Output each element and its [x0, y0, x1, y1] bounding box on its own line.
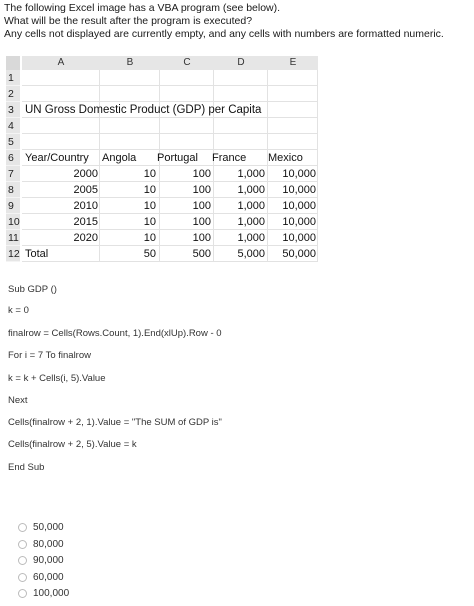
header-cell-mexico: Mexico [268, 152, 303, 164]
radio-button[interactable] [18, 573, 27, 582]
data-cell: 100 [192, 184, 211, 196]
data-cell: 10 [143, 184, 156, 196]
header-cell-angola: Angola [102, 152, 137, 164]
code-line: For i = 7 To finalrow [8, 350, 91, 361]
option-label: 80,000 [33, 539, 64, 550]
data-cell: 1,000 [237, 168, 265, 180]
option-label: 90,000 [33, 555, 64, 566]
data-cell: 10,000 [282, 232, 316, 244]
radio-button[interactable] [18, 540, 27, 549]
total-cell: 50 [143, 248, 156, 260]
option-label: 60,000 [33, 572, 64, 583]
data-cell: 2005 [73, 184, 98, 196]
sheet-corner [6, 56, 20, 70]
answer-option[interactable] [18, 572, 64, 583]
data-cell: 10,000 [282, 184, 316, 196]
data-cell: 100 [192, 232, 211, 244]
radio-button[interactable] [18, 523, 27, 532]
row-header: 3 [6, 102, 20, 118]
total-cell: 50,000 [282, 248, 316, 260]
row-header: 11 [8, 232, 19, 244]
total-cell: 500 [192, 248, 211, 260]
code-line: Cells(finalrow + 2, 1).Value = "The SUM of GDP is" [8, 417, 222, 428]
column-header-d: D [214, 56, 269, 70]
total-label-cell: Total [25, 248, 49, 260]
data-cell: 100 [192, 216, 211, 228]
row-header: 9 [6, 198, 20, 214]
option-label: 100,000 [33, 588, 70, 599]
code-line: Cells(finalrow + 2, 5).Value = k [8, 439, 137, 450]
code-line: finalrow = Cells(Rows.Count, 1).End(xlUp).Row - 0 [8, 328, 222, 339]
data-cell: 2015 [73, 216, 98, 228]
answer-option[interactable] [18, 588, 69, 599]
code-line: k = 0 [8, 305, 29, 316]
answer-option[interactable] [18, 555, 64, 566]
row-header: 2 [6, 86, 20, 102]
row-header: 7 [6, 166, 20, 182]
row-header: 12 [8, 248, 20, 260]
code-line: Sub GDP () [8, 284, 57, 295]
code-line: k = k + Cells(i, 5).Value [8, 373, 106, 384]
row-header: 1 [6, 70, 20, 86]
data-cell: 1,000 [237, 184, 265, 196]
column-header-b: B [100, 56, 161, 70]
data-cell: 10 [143, 168, 156, 180]
radio-button[interactable] [18, 556, 27, 565]
data-cell: 10,000 [282, 168, 316, 180]
header-cell-france: France [212, 152, 247, 164]
sheet-title-cell: UN Gross Domestic Product (GDP) per Capita [25, 104, 262, 116]
answer-option[interactable] [18, 539, 64, 550]
data-cell: 100 [192, 168, 211, 180]
data-cell: 1,000 [237, 216, 265, 228]
data-cell: 2010 [73, 200, 98, 212]
cell-grid [22, 70, 318, 262]
data-cell: 1,000 [237, 200, 265, 212]
intro-line-3: Any cells not displayed are currently empty, and any cells with numbers are formatted numeric. [4, 28, 444, 40]
data-cell: 10 [143, 216, 156, 228]
row-header: 4 [6, 118, 20, 134]
data-cell: 10 [143, 232, 156, 244]
data-cell: 10,000 [282, 200, 316, 212]
option-label: 50,000 [33, 522, 64, 533]
intro-line-1: The following Excel image has a VBA program (see below). [4, 2, 281, 14]
data-cell: 2020 [73, 232, 98, 244]
answer-option[interactable] [18, 522, 64, 533]
question-text [4, 2, 444, 41]
column-header-e: E [268, 56, 319, 70]
code-line: End Sub [8, 462, 45, 473]
header-cell-portugal: Portugal [157, 152, 198, 164]
total-cell: 5,000 [237, 248, 265, 260]
data-cell: 1,000 [237, 232, 265, 244]
row-header: 10 [8, 216, 20, 228]
header-cell-year-country: Year/Country [25, 152, 89, 164]
data-cell: 10 [143, 200, 156, 212]
data-cell: 2000 [73, 168, 98, 180]
row-header: 5 [6, 134, 20, 150]
code-line: Next [8, 395, 28, 406]
column-header-a: A [22, 56, 101, 70]
data-cell: 100 [192, 200, 211, 212]
row-header: 8 [6, 182, 20, 198]
column-header-c: C [160, 56, 215, 70]
data-cell: 10,000 [282, 216, 316, 228]
row-header: 6 [6, 150, 20, 166]
intro-line-2: What will be the result after the program is executed? [4, 15, 253, 27]
radio-button[interactable] [18, 589, 27, 598]
